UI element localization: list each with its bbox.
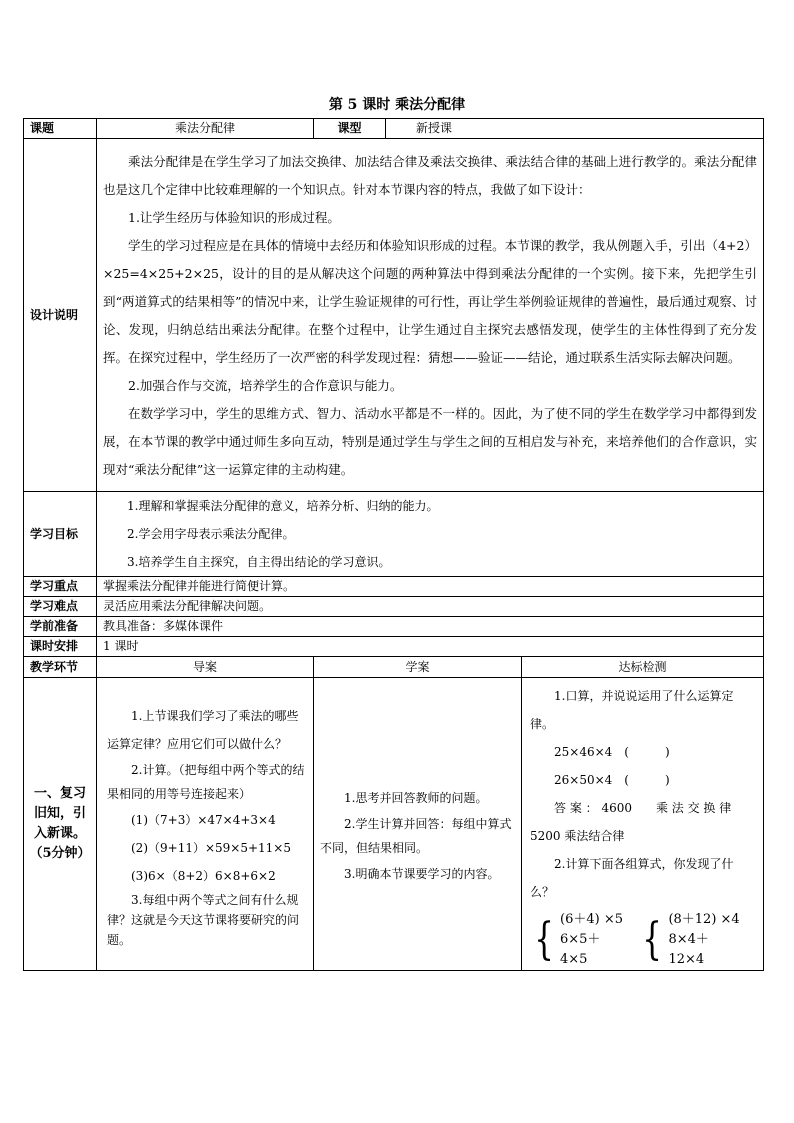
brace-group-1 — [530, 910, 626, 970]
lesson-plan-table — [23, 118, 764, 971]
guide-equation: (3)6×（8+2）6×8+6×2 — [131, 869, 276, 883]
goal-item: 3.培养学生自主探究，自主得出结论的学习意识。 — [127, 555, 391, 569]
guide-equation: (2)（9+11）×59×5+11×5 — [131, 841, 291, 855]
design-content — [97, 139, 764, 492]
design-paragraph: 乘法分配律是在学生学习了加法交换律、加法结合律及乘法交换律、乘法结合律的基础上进行教学的。乘法分配律也是这几个定律中比较难理解的一个知识点。针对本节课内容的特点，我做了如下设计： — [103, 154, 758, 197]
brace-expression: (6＋4) ×5 — [560, 912, 623, 927]
sections-header-row — [24, 657, 764, 678]
brace-groups — [530, 910, 755, 970]
key-point-value: 掌握乘法分配律并能进行简便计算。 — [97, 577, 764, 597]
stage1-check — [522, 678, 764, 971]
goal-item: 2.学会用字母表示乘法分配律。 — [127, 527, 295, 541]
check-expression: 25×46×4 ( ) — [554, 745, 670, 759]
page-title: 第 5 课时 乘法分配律 — [328, 97, 466, 113]
stage1-guide — [97, 678, 314, 971]
design-label: 设计说明 — [24, 139, 97, 492]
study-item: 1.思考并回答教师的问题。 — [344, 791, 488, 805]
guide-question: 3.每组中两个等式之间有什么规律？这就是今天这节课将要研究的问题。 — [107, 893, 300, 947]
lesson-type-label: 课型 — [314, 119, 386, 139]
stage1-label: 一、复习旧知，引入新课。（5分钟） — [29, 786, 91, 861]
schedule-label: 课时安排 — [24, 637, 97, 657]
check-column-header: 达标检测 — [522, 657, 764, 678]
guide-question: 1.上节课我们学习了乘法的哪些运算定律？应用它们可以做什么？ — [107, 709, 299, 751]
stage1-label-cell — [24, 678, 97, 971]
schedule-row — [24, 637, 764, 657]
study-item: 3.明确本节课要学习的内容。 — [344, 867, 500, 881]
guide-equation: (1)（7+3）×47×4+3×4 — [131, 813, 276, 827]
guide-task: 2.计算。（把每组中两个等式的结果相同的用等号连接起来） — [107, 763, 305, 801]
design-row — [24, 139, 764, 492]
difficulty-row — [24, 597, 764, 617]
design-paragraph: 2.加强合作与交流，培养学生的合作意识与能力。 — [128, 378, 403, 393]
stage1-study — [314, 678, 522, 971]
lesson-type-value: 新授课 — [386, 119, 764, 139]
topic-label: 课题 — [24, 119, 97, 139]
brace-group-2 — [638, 910, 743, 970]
difficulty-label: 学习难点 — [24, 597, 97, 617]
key-point-row — [24, 577, 764, 597]
left-brace-icon: { — [534, 914, 554, 965]
brace-expression: 6×5＋4×5 — [560, 932, 601, 967]
check-question: 2.计算下面各组算式，你发现了什么？ — [530, 857, 734, 899]
check-question: 1.口算，并说说运用了什么运算定律。 — [530, 689, 734, 731]
study-item: 2.学生计算并回答：每组中算式不同，但结果相同。 — [320, 817, 512, 855]
check-answer: 5200 乘法结合律 — [530, 829, 625, 843]
brace-expression: 8×4＋12×4 — [668, 932, 709, 967]
brace-expression: (8＋12) ×4 — [668, 912, 740, 927]
goals-row — [24, 492, 764, 577]
check-expression: 26×50×4 ( ) — [554, 773, 670, 787]
study-column-header: 学案 — [314, 657, 522, 678]
preparation-label: 学前准备 — [24, 617, 97, 637]
preparation-row — [24, 617, 764, 637]
sections-label: 教学环节 — [24, 657, 97, 678]
key-point-label: 学习重点 — [24, 577, 97, 597]
guide-column-header: 导案 — [97, 657, 314, 678]
topic-row — [24, 119, 764, 139]
design-paragraph: 在数学学习中，学生的思维方式、智力、活动水平都是不一样的。因此，为了使不同的学生在数学学习中都得到发展，在本节课的教学中通过师生多向互动，特别是通过学生与学生之间的互相启发与补充，来培养他们的合作意识，实现对“乘法分配律”这一运算定律的主动构建。 — [103, 406, 758, 477]
difficulty-value: 灵活应用乘法分配律解决问题。 — [97, 597, 764, 617]
goal-item: 1.理解和掌握乘法分配律的意义，培养分析、归纳的能力。 — [127, 499, 439, 513]
design-paragraph: 学生的学习过程应是在具体的情境中去经历和体验知识形成的过程。本节课的教学，我从例题入手，引出（4+2）×25=4×25+2×25，设计的目的是从解决这个问题的两种算法中得到乘法分配律的一个实例。接下来，先把学生引到“两道算式的结果相等”的情况中来，让学生验证规律的可行性，再让学生举例验证规律的普遍性，最后通过观察、讨论、发现，归纳总结出乘法分配律。在整个过程中，让学生通过自主探究去感悟发现，使学生的主体性得到了充分发挥。在探究过程中，学生经历了一次严密的科学发现过程：猜想——验证——结论，通过联系生活实际去解决问题。 — [103, 238, 758, 365]
left-brace-icon: { — [642, 914, 663, 965]
topic-value: 乘法分配律 — [97, 119, 314, 139]
goals-content — [97, 492, 764, 577]
stage1-row — [24, 678, 764, 971]
schedule-value: 1 课时 — [97, 637, 764, 657]
check-answer: 答 案 ： 4600 乘 法 交 换 律 — [554, 801, 732, 815]
design-paragraph: 1.让学生经历与体验知识的形成过程。 — [128, 210, 340, 225]
preparation-value: 教具准备：多媒体课件 — [97, 617, 764, 637]
goals-label: 学习目标 — [24, 492, 97, 577]
